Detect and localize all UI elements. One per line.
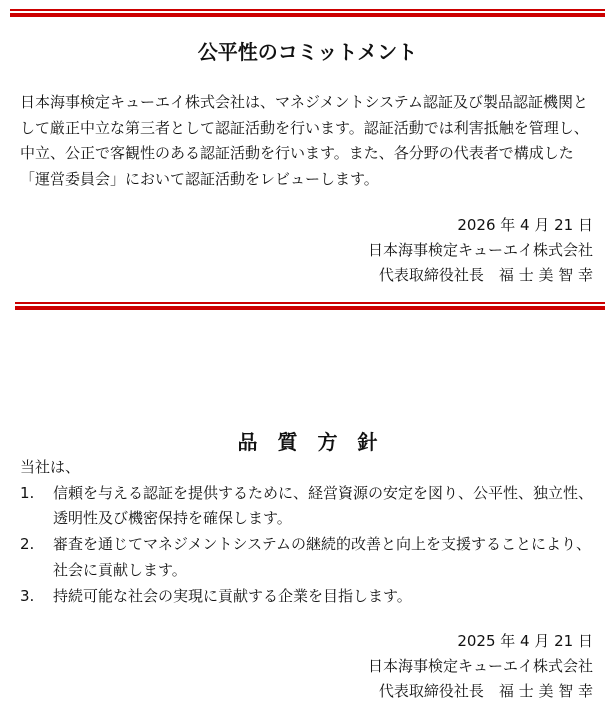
policy-intro: 当社は、 bbox=[20, 458, 81, 476]
policy-list bbox=[20, 481, 596, 610]
policy-title: 品 質 方 針 bbox=[237, 430, 378, 454]
policy-signer: 代表取締役社長 福 士 美 智 幸 bbox=[378, 682, 593, 700]
commitment-date: 2026 年 4 月 21 日 bbox=[457, 216, 593, 234]
policy-item: 2. 審査を通じてマネジメントシステムの継続的改善と向上を支援することにより、社会に貢献します。 bbox=[20, 535, 592, 579]
middle-red-rule bbox=[15, 302, 605, 309]
policy-date: 2025 年 4 月 21 日 bbox=[457, 632, 593, 650]
policy-company: 日本海事検定キューエイ株式会社 bbox=[367, 657, 593, 675]
commitment-company: 日本海事検定キューエイ株式会社 bbox=[367, 241, 593, 259]
commitment-title: 公平性のコミットメント bbox=[197, 40, 418, 64]
policy-item: 1. 信頼を与える認証を提供するために、経営資源の安定を図り、公平性、独立性、透明性及び機密保持を確保します。 bbox=[20, 483, 594, 528]
commitment-signature bbox=[368, 213, 593, 288]
top-red-rule bbox=[10, 9, 605, 16]
commitment-body: 日本海事検定キューエイ株式会社は、マネジメントシステム認証及び製品認証機関として厳正中立な第三者として認証活動を行います。認証活動では利害抵触を管理し、中立、公正で客観性のある認証活動を行います。また、各分野の代表者で構成した「運営委員会」において認証活動をレビューします。 bbox=[20, 93, 589, 189]
commitment-signer: 代表取締役社長 福 士 美 智 幸 bbox=[378, 266, 593, 284]
policy-signature bbox=[368, 629, 593, 704]
policy-body bbox=[20, 455, 596, 609]
policy-item: 3. 持続可能な社会の実現に貢献する企業を目指します。 bbox=[20, 586, 412, 605]
